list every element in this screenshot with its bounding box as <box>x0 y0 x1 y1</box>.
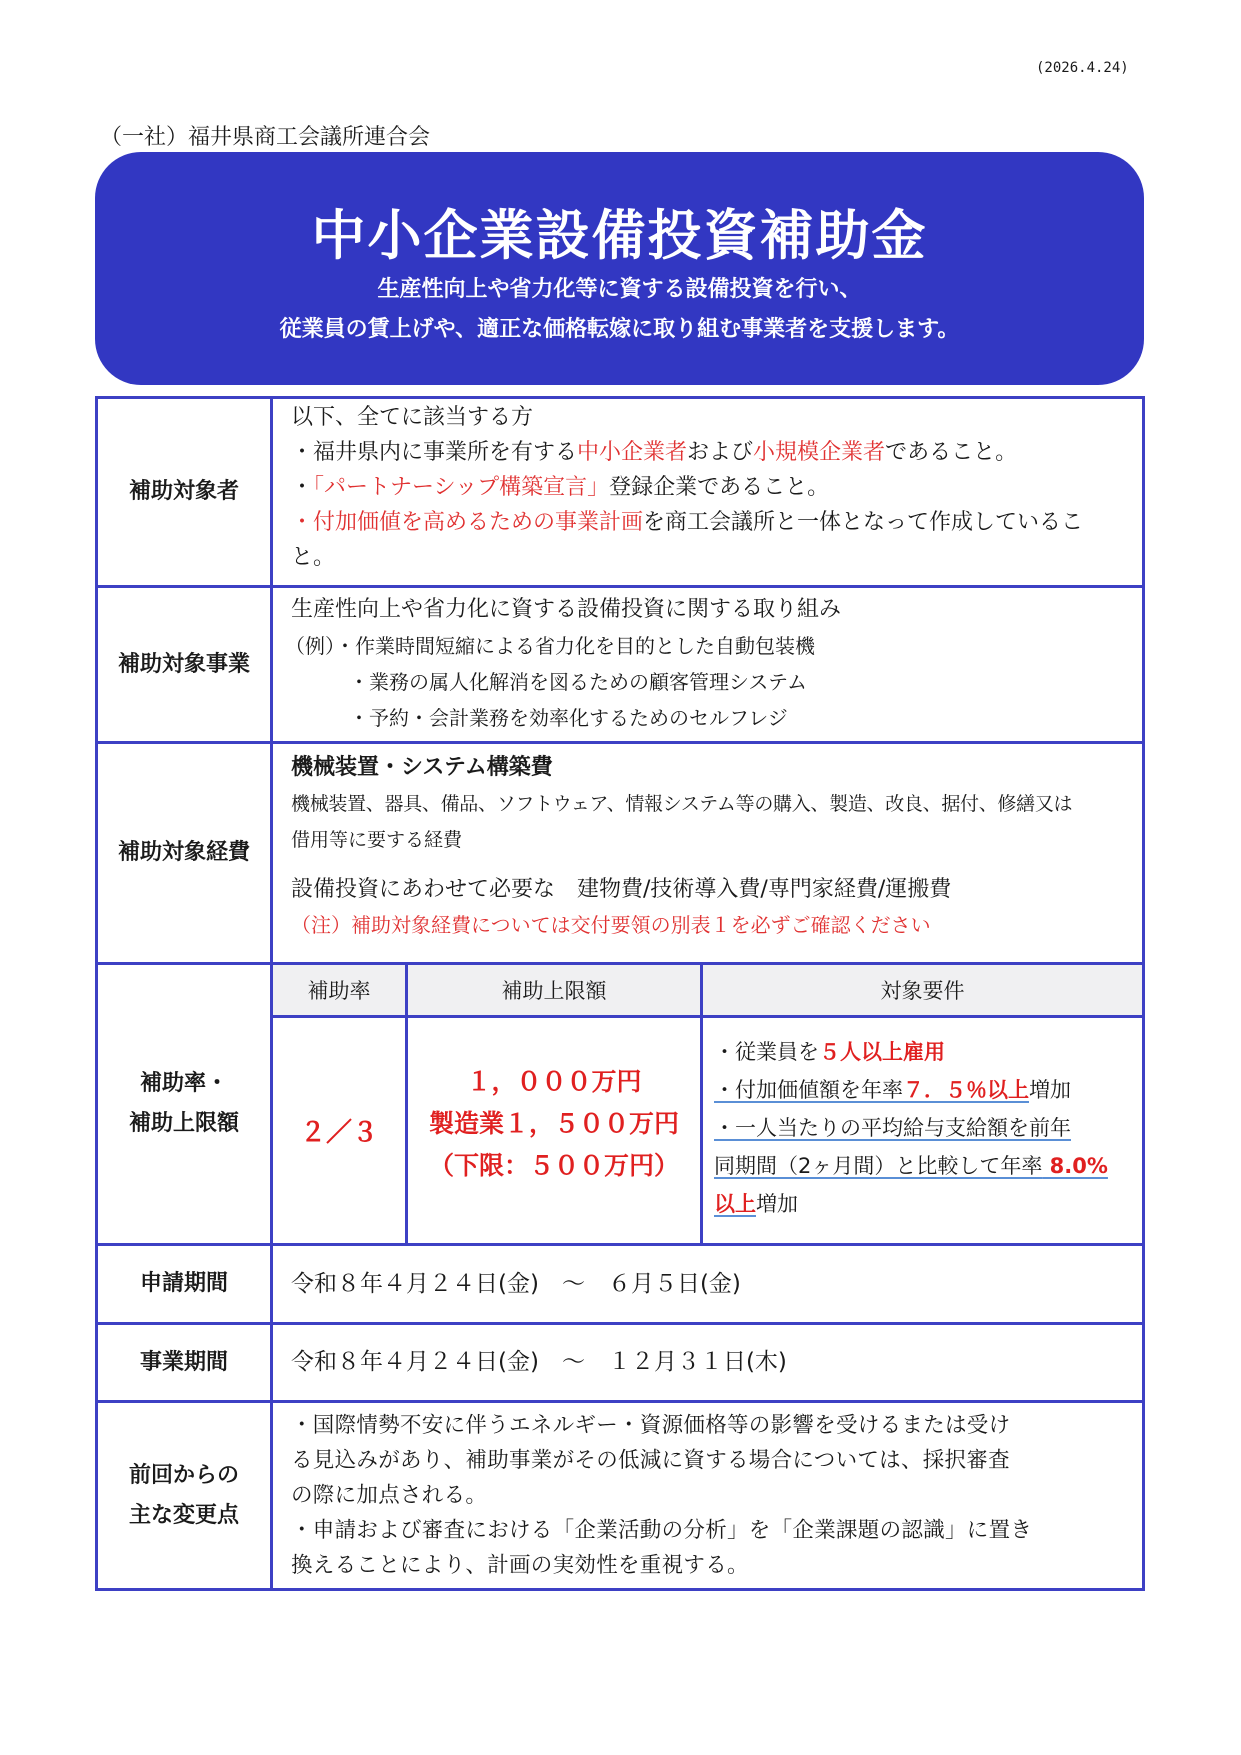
limit-value <box>408 1018 700 1243</box>
requirements <box>703 1033 1142 1243</box>
rate-label-1: 補助率・ <box>139 1071 228 1096</box>
eligible-item-2-post: 登録企業であること。 <box>609 475 830 500</box>
banner-subtitle-2: 従業員の賃上げや、適正な価格転嫁に取り組む事業者を支援します。 <box>279 317 960 342</box>
requirement-2-red: ７．５％以上 <box>903 1078 1029 1102</box>
eligible-label: 補助対象者 <box>128 479 239 504</box>
projects-example-3: ・予約・会計業務を効率化するためのセルフレジ <box>349 706 788 730</box>
eligible-item-2-pre: ・ <box>291 475 314 500</box>
changes-item-1-line-3: の際に加点される。 <box>291 1483 488 1508</box>
apply-period-label: 申請期間 <box>139 1271 228 1296</box>
rate-value: ２／３ <box>299 1118 378 1148</box>
eligible-item-1 <box>291 435 1142 470</box>
rate-label-2: 補助上限額 <box>128 1111 239 1136</box>
requirement-3-line-3-red: 以上 <box>714 1192 756 1216</box>
projects-example-1: （例）・作業時間短縮による省力化を目的とした自動包装機 <box>285 634 815 658</box>
rate-col-header: 補助率 <box>273 965 405 1015</box>
limit-col-header: 補助上限額 <box>408 965 700 1015</box>
expenses-desc-2: 借用等に要する経費 <box>291 829 463 851</box>
requirement-2 <box>714 1071 1142 1109</box>
requirement-3-line-3-post: 増加 <box>756 1192 798 1216</box>
expenses-heading: 機械装置・システム構築費 <box>291 755 553 780</box>
requirement-2-pre: ・付加価値額を年率 <box>714 1078 903 1102</box>
banner-subtitle-1: 生産性向上や省力化等に資する設備投資を行い、 <box>377 277 862 302</box>
expenses-desc-1: 機械装置、器具、備品、ソフトウェア、情報システム等の購入、製造、改良、据付、修繕又は <box>291 793 1073 815</box>
eligible-item-3-post-1: を商工会議所と一体となって作成しているこ <box>643 510 1084 535</box>
requirement-1 <box>714 1033 1142 1071</box>
changes-item-1-line-2: る見込みがあり、補助事業がその低減に資する場合については、採択審査 <box>291 1448 1010 1473</box>
expenses-extra: 設備投資にあわせて必要な 建物費/技術導入費/専門家経費/運搬費 <box>291 877 952 902</box>
changes-label <box>98 1403 270 1588</box>
eligible-item-2-red: 「パートナーシップ構築宣言」 <box>313 475 610 500</box>
business-period-value: 令和８年４月２４日(金) ～ １２月３１日(木) <box>291 1349 787 1375</box>
eligible-intro: 以下、全てに該当する方 <box>291 405 534 430</box>
requirement-3-line-1: ・一人当たりの平均給与支給額を前年 <box>714 1116 1071 1140</box>
organization-name: （一社）福井県商工会議所連合会 <box>100 125 431 150</box>
changes-item-2-line-2: 換えることにより、計画の実効性を重視する。 <box>291 1553 749 1578</box>
table-border-bottom <box>95 1588 1145 1591</box>
requirement-3-line-2-pre: 同期間（2ヶ月間）と比較して年率 <box>714 1154 1043 1178</box>
changes-label-2: 主な変更点 <box>128 1502 239 1528</box>
issue-date: (2026.4.24) <box>1036 60 1129 76</box>
eligible-item-1-mid: および <box>687 440 754 465</box>
eligible-item-1-red1: 中小企業者 <box>577 440 688 465</box>
requirement-1-pre: ・従業員を <box>714 1040 819 1064</box>
requirement-3-line-2-red: 8.0% <box>1042 1154 1108 1178</box>
eligible-item-3-cont: と。 <box>291 545 336 570</box>
expenses-label: 補助対象経費 <box>117 840 250 865</box>
requirement-2-post: 増加 <box>1029 1078 1071 1102</box>
eligible-item-1-red2: 小規模企業者 <box>753 440 886 465</box>
eligible-item-2 <box>291 470 1142 505</box>
expenses-content <box>273 750 1142 962</box>
projects-example-2: ・業務の属人化解消を図るための顧客管理システム <box>349 670 807 694</box>
eligible-item-3-red: ・付加価値を高めるための事業計画 <box>291 510 644 535</box>
eligible-content <box>273 400 1142 585</box>
limit-line-2: 製造業１，５００万円 <box>428 1108 679 1138</box>
changes-content <box>273 1408 1142 1588</box>
requirement-3-line-2 <box>714 1147 1142 1185</box>
eligible-item-3 <box>291 505 1142 540</box>
eligible-item-1-pre: ・福井県内に事業所を有する <box>291 440 578 465</box>
limit-line-1: １，０００万円 <box>466 1066 642 1096</box>
limit-line-3: （下限：５００万円） <box>428 1150 679 1180</box>
changes-label-1: 前回からの <box>128 1462 239 1488</box>
page-title: 中小企業設備投資補助金 <box>311 204 928 267</box>
changes-item-1-line-1: ・国際情勢不安に伴うエネルギー・資源価格等の影響を受けるまたは受け <box>291 1413 1011 1438</box>
requirement-col-header: 対象要件 <box>703 965 1142 1015</box>
table-border-right <box>1142 396 1145 1591</box>
apply-period-value: 令和８年４月２４日(金) ～ ６月５日(金) <box>291 1270 741 1297</box>
projects-content <box>273 592 1142 741</box>
changes-item-2-line-1: ・申請および審査における「企業活動の分析」を「企業課題の認識」に置き <box>291 1518 1033 1543</box>
requirement-1-red: ５人以上雇用 <box>819 1040 945 1064</box>
eligible-item-1-post: であること。 <box>885 440 1018 465</box>
rate-label <box>98 965 270 1243</box>
requirement-3-line-3 <box>714 1185 1142 1223</box>
business-period-label: 事業期間 <box>139 1349 228 1375</box>
projects-label: 補助対象事業 <box>117 651 250 677</box>
projects-intro: 生産性向上や省力化に資する設備投資に関する取り組み <box>291 597 842 622</box>
expenses-note: （注）補助対象経費については交付要領の別表１を必ずご確認ください <box>291 913 931 937</box>
